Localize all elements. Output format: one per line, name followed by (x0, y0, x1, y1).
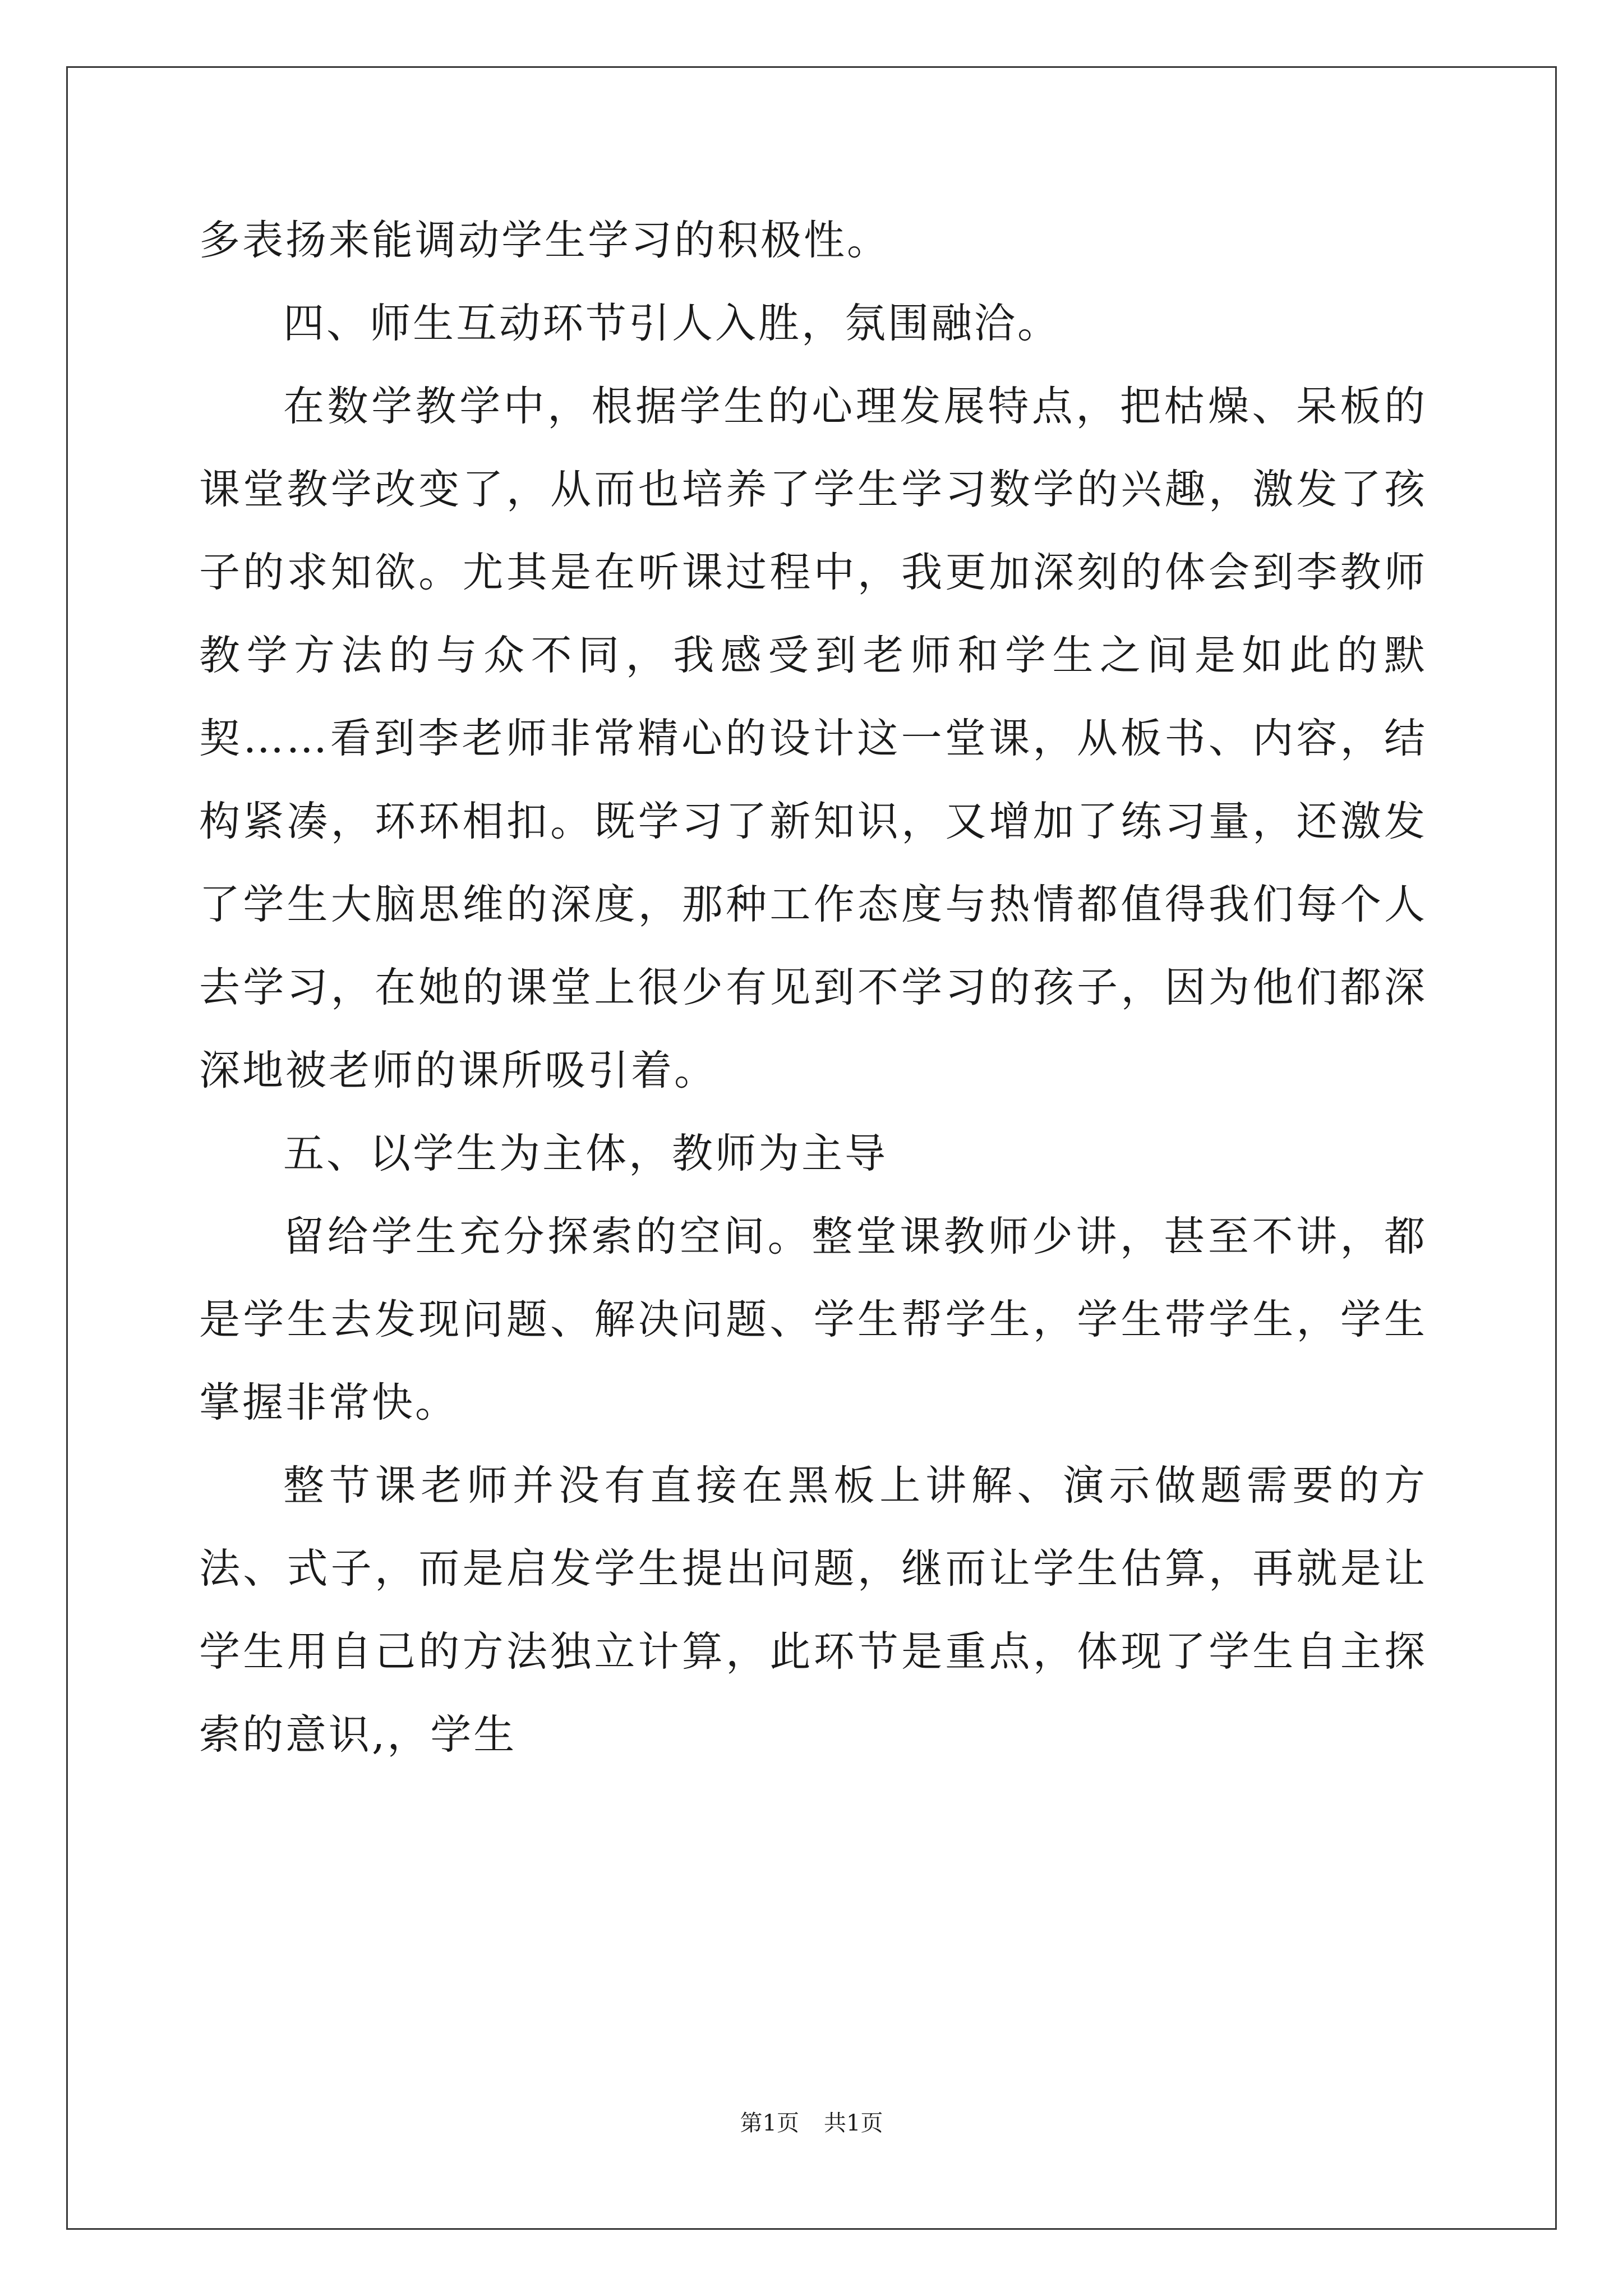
paragraph-interaction: 在数学教学中，根据学生的心理发展特点，把枯燥、呆板的课堂教学改变了，从而也培养了学生学习数学的兴趣，激发了孩子的求知欲。尤其是在听课过程中，我更加深刻的体会到李教师教学方法的与众不同，我感受到老师和学生之间是如此的默契……看到李老师非常精心的设计这一堂课，从板书、内容，结构紧凑，环环相扣。既学习了新知识，又增加了练习量，还激发了学生大脑思维的深度，那种工作态度与热情都值得我们每个人去学习，在她的课堂上很少有见到不学习的孩子，因为他们都深深地被老师的课所吸引着。 (199, 383, 1427, 1094)
paragraph-exploration: 留给学生充分探索的空间。整堂课教师少讲，甚至不讲，都是学生去发现问题、解决问题、学生帮学生，学生带学生，学生掌握非常快。 (199, 1213, 1427, 1427)
page-total-label: 共1页 (824, 2110, 883, 2136)
paragraph-lesson-method: 整节课老师并没有直接在黑板上讲解、演示做题需要的方法、式子，而是启发学生提出问题，继而让学生估算，再就是让学生用自己的方法独立计算，此环节是重点，体现了学生自主探索的意识,，学生 (199, 1462, 1427, 1759)
page-footer (0, 2106, 1623, 2140)
section-heading-five: 五、以学生为主体，教师为主导 (283, 1130, 888, 1177)
document-body (199, 199, 1427, 1777)
paragraph-continuation: 多表扬来能调动学生学习的积极性。 (199, 217, 890, 264)
page-number-label: 第1页 (740, 2110, 799, 2136)
section-heading-four: 四、师生互动环节引人入胜，氛围融洽。 (283, 300, 1061, 347)
